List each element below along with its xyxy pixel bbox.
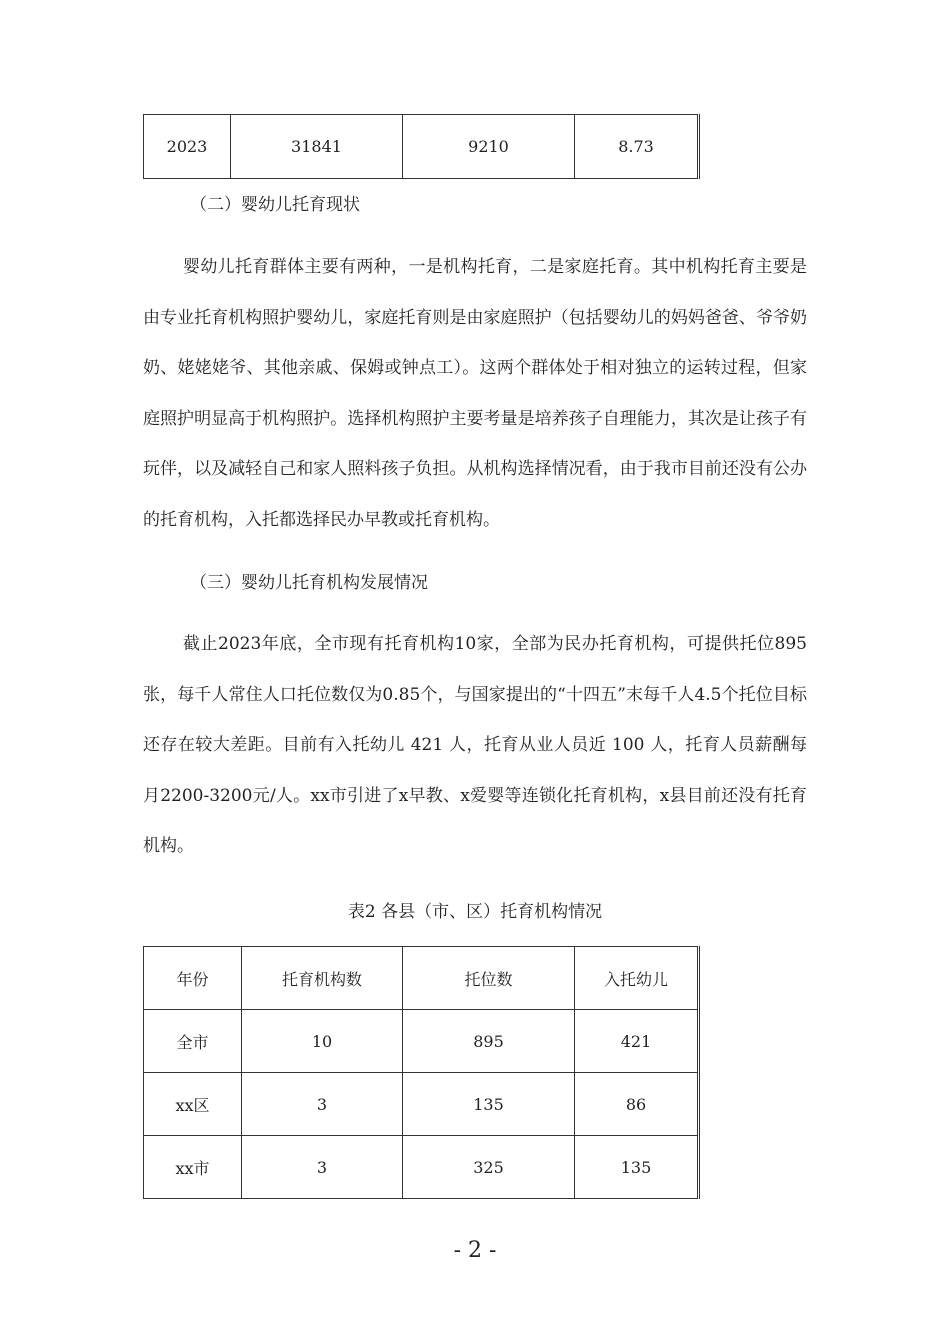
- table-2: [143, 946, 700, 1199]
- table-row: [144, 1010, 699, 1073]
- table-row: [144, 1073, 699, 1136]
- table-cell: xx区: [144, 1073, 242, 1136]
- table-cell: 135: [575, 1136, 699, 1199]
- table-cell: 3: [242, 1136, 403, 1199]
- column-header: 入托幼儿: [575, 947, 699, 1010]
- table-cell: 全市: [144, 1010, 242, 1073]
- section-2-heading: （二）婴幼儿托育现状: [190, 195, 360, 215]
- table-cell: 9210: [403, 115, 575, 179]
- table-cell: 421: [575, 1010, 699, 1073]
- table-cell: 2023: [144, 115, 231, 179]
- section-3-paragraph: 截止2023年底，全市现有托育机构10家，全部为民办托育机构，可提供托位895张，每千人常住人口托位数仅为0.85个，与国家提出的“十四五”末每千人4.5个托位目标还存在较大差距。目前有入托幼儿 421 人，托育从业人员近 100 人，托育人员薪酬每月2200-3200元/人。xx市引进了x早教、x爱婴等连锁化托育机构，x县目前还没有托育机构。: [143, 634, 807, 856]
- table-cell: 10: [242, 1010, 403, 1073]
- table-cell: 8.73: [575, 115, 699, 179]
- table-cell: 895: [403, 1010, 575, 1073]
- table-row: [144, 115, 699, 179]
- column-header: 托位数: [403, 947, 575, 1010]
- table-header-row: [144, 947, 699, 1010]
- table-row: [144, 1136, 699, 1199]
- table-cell: 86: [575, 1073, 699, 1136]
- table-cell: xx市: [144, 1136, 242, 1199]
- section-2-paragraph: 婴幼儿托育群体主要有两种，一是机构托育，二是家庭托育。其中机构托育主要是由专业托育机构照护婴幼儿，家庭托育则是由家庭照护（包括婴幼儿的妈妈爸爸、爷爷奶奶、姥姥姥爷、其他亲戚、保姆或钟点工）。这两个群体处于相对独立的运转过程，但家庭照护明显高于机构照护。选择机构照护主要考量是培养孩子自理能力，其次是让孩子有玩伴，以及减轻自己和家人照料孩子负担。从机构选择情况看，由于我市目前还没有公办的托育机构，入托都选择民办早教或托育机构。: [143, 257, 807, 530]
- table-2-caption: 表2 各县（市、区）托育机构情况: [347, 902, 603, 922]
- section-3-heading: （三）婴幼儿托育机构发展情况: [190, 573, 428, 593]
- table-cell: 31841: [231, 115, 403, 179]
- column-header: 托育机构数: [242, 947, 403, 1010]
- page-number: - 2 -: [453, 1238, 497, 1263]
- table-cell: 325: [403, 1136, 575, 1199]
- table-cell: 135: [403, 1073, 575, 1136]
- table-1-continued: [143, 114, 700, 179]
- table-cell: 3: [242, 1073, 403, 1136]
- column-header: 年份: [144, 947, 242, 1010]
